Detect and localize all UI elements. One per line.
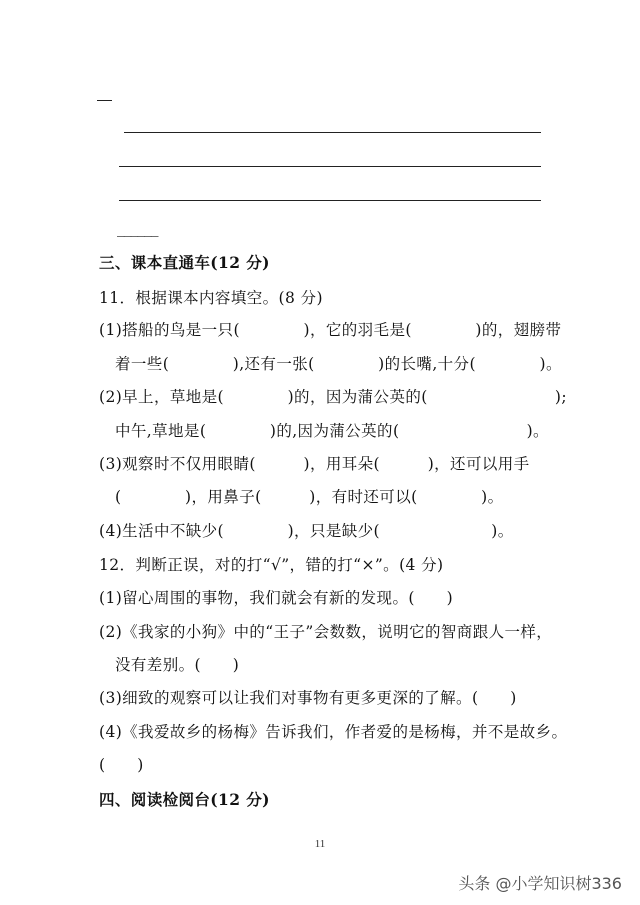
- question-12-line: (1)留心周围的事物，我们就会有新的发现。( ): [99, 589, 454, 607]
- question-12-line: (3)细致的观察可以让我们对事物有更多更深的了解。( ): [99, 689, 517, 707]
- section-3-title: 三、课本直通车(12 分): [99, 253, 270, 272]
- question-12-line: 没有差别。( ): [115, 656, 240, 674]
- answer-blank-line: [119, 200, 541, 201]
- watermark: [458, 871, 622, 894]
- question-12-line: (2)《我家的小狗》中的“王子”会数数，说明它的智商跟人一样，: [99, 623, 553, 641]
- answer-blank-line: [124, 132, 541, 133]
- question-12-title: 12．判断正误，对的打“√”，错的打“×”。(4 分): [99, 556, 444, 574]
- question-12-line: (4)《我爱故乡的杨梅》告诉我们，作者爱的是杨梅，并不是故乡。: [99, 723, 568, 741]
- question-11-line: 中午,草地是( )的,因为蒲公英的( )。: [115, 422, 549, 440]
- answer-blank-stub: ______: [117, 219, 158, 237]
- question-11-line: 着一些( ),还有一张( )的长嘴,十分( )。: [115, 355, 562, 373]
- question-11-line: (2)早上，草地是( )的，因为蒲公英的( );: [99, 388, 567, 406]
- question-11-line: (4)生活中不缺少( )，只是缺少( )。: [99, 522, 514, 540]
- question-12-line: ( ): [99, 756, 144, 774]
- section-4-title: 四、阅读检阅台(12 分): [99, 790, 270, 809]
- page-number: 11: [314, 838, 326, 850]
- answer-blank-line: [119, 166, 541, 167]
- question-11-line: ( )，用鼻子( )，有时还可以( )。: [115, 488, 504, 506]
- question-11-title: 11．根据课本内容填空。(8 分): [99, 289, 323, 307]
- question-11-line: (3)观察时不仅用眼睛( )，用耳朵( )，还可以用手: [99, 455, 530, 473]
- answer-blank-dash: [97, 100, 112, 101]
- watermark-text: 头条 @小学知识树336: [458, 874, 622, 893]
- question-11-line: (1)搭船的鸟是一只( )，它的羽毛是( )的，翅膀带: [99, 321, 562, 339]
